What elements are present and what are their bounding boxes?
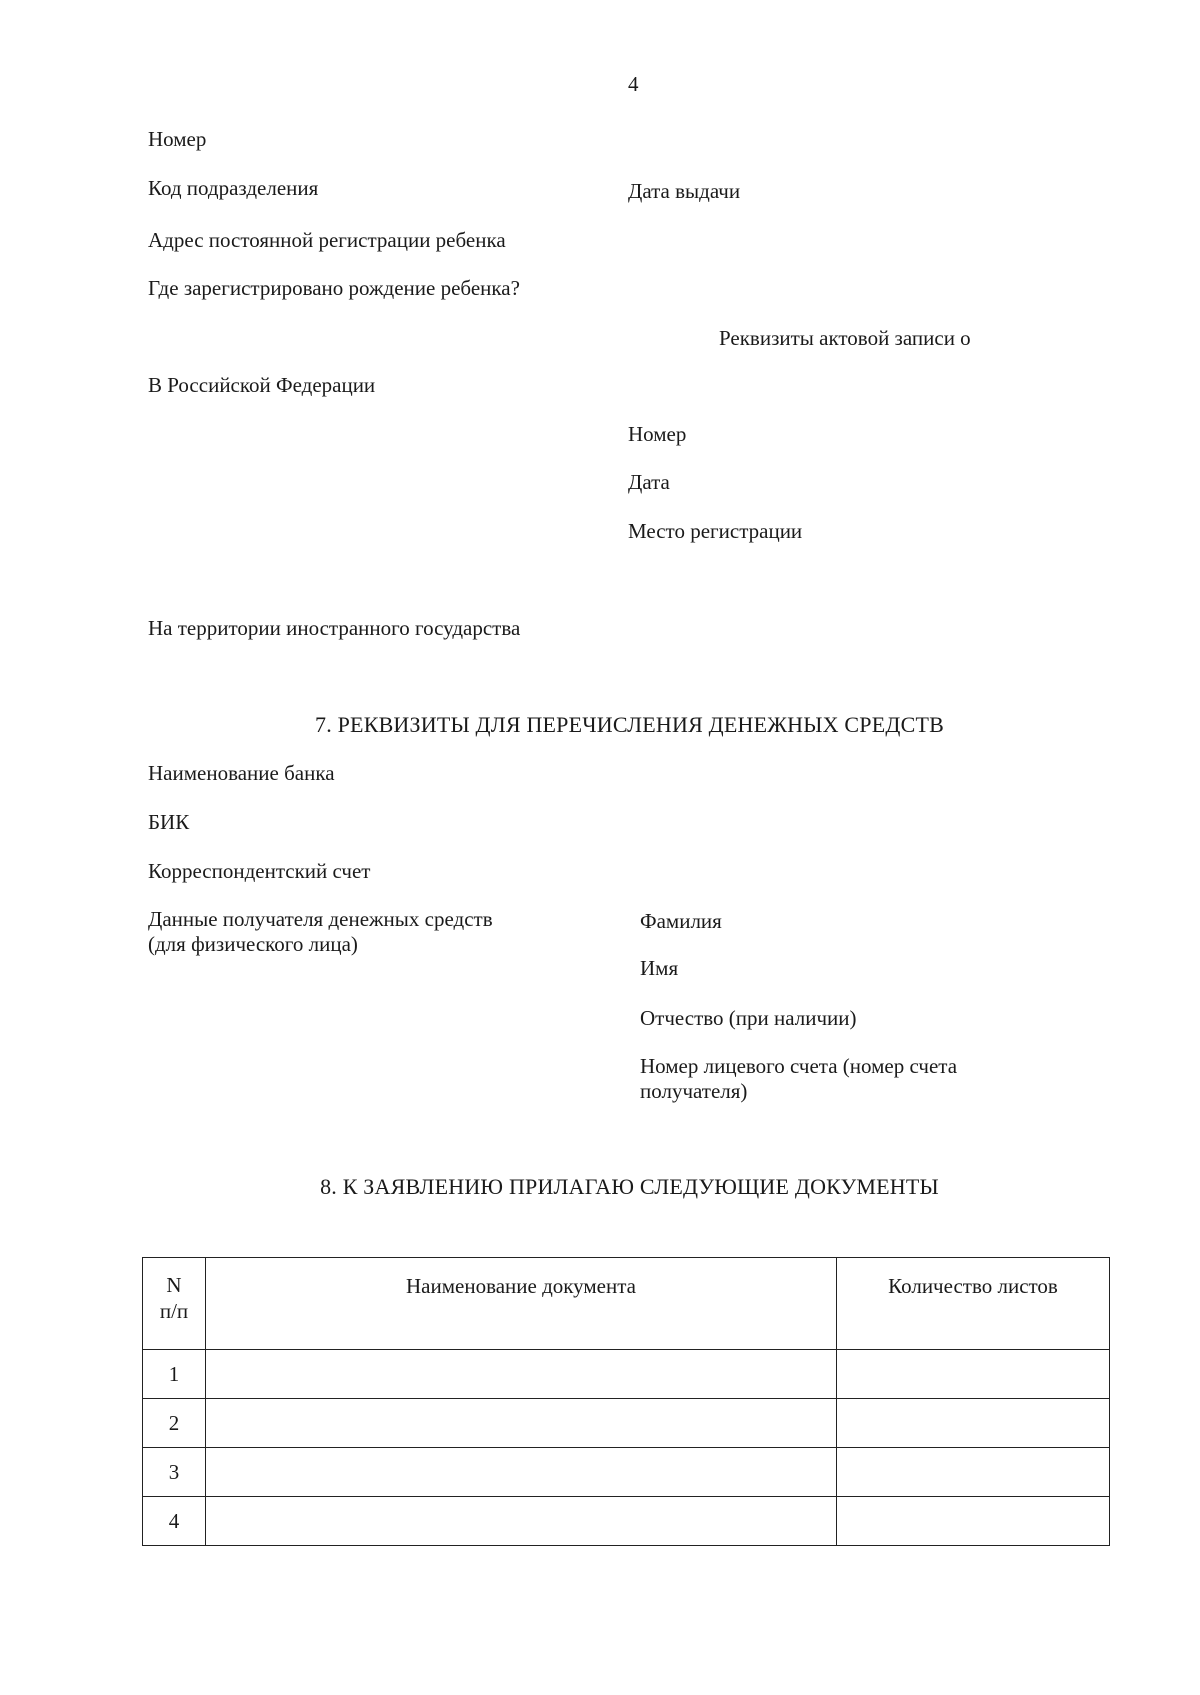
field-foreign-state-label: На территории иностранного государства (148, 616, 521, 640)
field-bik-label: БИК (148, 810, 190, 834)
field-record-number-label: Номер (628, 422, 687, 446)
table-row (143, 1399, 1110, 1448)
row-number-cell: 2 (143, 1399, 206, 1448)
header-number-cell (143, 1258, 206, 1350)
table-row (143, 1448, 1110, 1497)
row-number-cell: 3 (143, 1448, 206, 1497)
table-row (143, 1497, 1110, 1546)
field-recipient-label-line2: (для физического лица) (148, 932, 358, 956)
field-in-russia-label: В Российской Федерации (148, 373, 376, 397)
header-sheet-count: Количество листов (837, 1258, 1110, 1350)
field-registration-place-label: Место регистрации (628, 519, 803, 543)
field-account-label-line2: получателя) (640, 1079, 748, 1103)
field-bank-name-label: Наименование банка (148, 761, 335, 785)
field-act-record-label: Реквизиты актовой записи о (719, 326, 971, 350)
row-sheet-count-cell[interactable] (837, 1399, 1110, 1448)
field-record-date-label: Дата (628, 470, 670, 494)
field-account-label-line1: Номер лицевого счета (номер счета (640, 1054, 958, 1078)
row-document-name-cell[interactable] (206, 1350, 837, 1399)
field-child-address-label: Адрес постоянной регистрации ребенка (148, 228, 506, 252)
row-number-cell: 1 (143, 1350, 206, 1399)
row-number-cell: 4 (143, 1497, 206, 1546)
row-sheet-count-cell[interactable] (837, 1350, 1110, 1399)
field-birth-registered-label: Где зарегистрировано рождение ребенка? (148, 276, 520, 300)
field-recipient-label-line1: Данные получателя денежных средств (148, 907, 493, 931)
row-document-name-cell[interactable] (206, 1448, 837, 1497)
field-patronymic-label: Отчество (при наличии) (640, 1006, 857, 1030)
row-document-name-cell[interactable] (206, 1497, 837, 1546)
table-header-row (143, 1258, 1110, 1350)
field-number-label: Номер (148, 127, 207, 151)
field-issue-date-label: Дата выдачи (628, 179, 741, 203)
field-name-label: Имя (640, 956, 679, 980)
header-number-line1: N (166, 1273, 182, 1297)
row-sheet-count-cell[interactable] (837, 1448, 1110, 1497)
field-corr-account-label: Корреспондентский счет (148, 859, 371, 883)
table-row (143, 1350, 1110, 1399)
documents-table (142, 1257, 1110, 1546)
field-division-code-label: Код подразделения (148, 176, 319, 200)
section-8-title: 8. К ЗАЯВЛЕНИЮ ПРИЛАГАЮ СЛЕДУЮЩИЕ ДОКУМЕНТЫ (320, 1174, 939, 1199)
section-7-title: 7. РЕКВИЗИТЫ ДЛЯ ПЕРЕЧИСЛЕНИЯ ДЕНЕЖНЫХ СРЕДСТВ (315, 712, 944, 737)
row-sheet-count-cell[interactable] (837, 1497, 1110, 1546)
row-document-name-cell[interactable] (206, 1399, 837, 1448)
page-number: 4 (628, 72, 639, 96)
header-document-name: Наименование документа (206, 1258, 837, 1350)
field-surname-label: Фамилия (640, 909, 722, 933)
header-number-line2: п/п (159, 1299, 189, 1323)
